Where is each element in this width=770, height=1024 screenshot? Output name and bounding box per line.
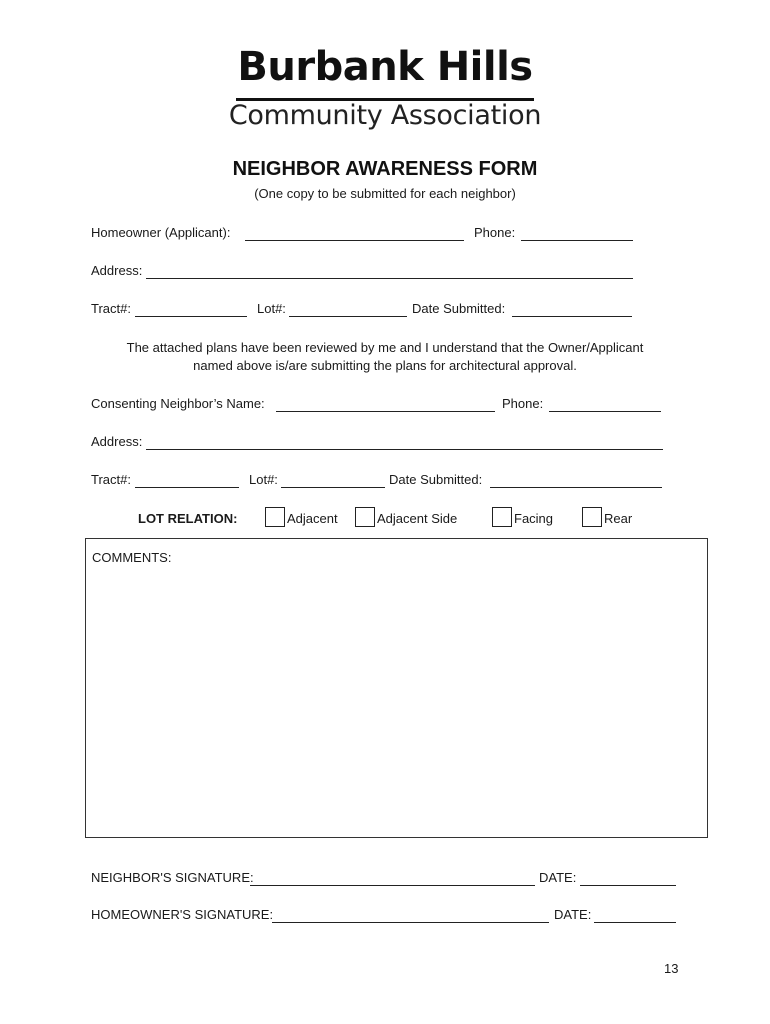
homeowner-phone-label: Phone: [474,225,516,240]
form-subtitle: (One copy to be submitted for each neighbor) [254,186,516,201]
lot-relation-label: LOT RELATION: [138,511,238,526]
logo-subtitle: Community Association [228,100,542,131]
homeowner-tract-field[interactable] [135,316,247,317]
homeowner-lot-label: Lot#: [257,301,286,316]
neighbor-address-label: Address: [91,434,143,449]
homeowner-address-field[interactable] [146,278,633,279]
rear-checkbox[interactable] [582,507,602,527]
homeowner-phone-field[interactable] [521,240,633,241]
homeowner-signature-label: HOMEOWNER'S SIGNATURE: [91,907,274,922]
homeowner-tract-label: Tract#: [91,301,131,316]
neighbor-name-field[interactable] [276,411,495,412]
homeowner-sign-date-field[interactable] [594,922,676,923]
adjacent-option-label: Adjacent [287,511,338,526]
neighbor-sign-date-field[interactable] [580,885,676,886]
neighbor-phone-field[interactable] [549,411,661,412]
comments-label: COMMENTS: [92,550,172,565]
statement-line-2: named above is/are submitting the plans for architectural approval. [193,358,577,373]
homeowner-lot-field[interactable] [289,316,407,317]
neighbor-phone-label: Phone: [502,396,544,411]
adjacent-checkbox[interactable] [265,507,285,527]
facing-checkbox[interactable] [492,507,512,527]
homeowner-date-sign-label: DATE: [554,907,592,922]
comments-box[interactable] [85,538,708,838]
homeowner-name-label: Homeowner (Applicant): [91,225,231,240]
logo-title: Burbank Hills [237,44,533,90]
homeowner-date-field[interactable] [512,316,632,317]
statement-line-1: The attached plans have been reviewed by me and I understand that the Owner/Applicant [126,340,644,355]
rear-option-label: Rear [604,511,633,526]
neighbor-signature-label: NEIGHBOR'S SIGNATURE: [91,870,254,885]
facing-option-label: Facing [514,511,554,526]
adjacent-side-option-label: Adjacent Side [377,511,458,526]
neighbor-tract-label: Tract#: [91,472,131,487]
homeowner-address-label: Address: [91,263,143,278]
adjacent-side-checkbox[interactable] [355,507,375,527]
neighbor-signature-field[interactable] [250,885,535,886]
form-title: NEIGHBOR AWARENESS FORM [232,158,538,180]
homeowner-name-field[interactable] [245,240,464,241]
neighbor-lot-label: Lot#: [249,472,278,487]
page-number: 13 [664,961,679,976]
neighbor-lot-field[interactable] [281,487,385,488]
homeowner-signature-field[interactable] [272,922,549,923]
neighbor-date-sign-label: DATE: [539,870,577,885]
review-statement [100,339,670,375]
neighbor-address-field[interactable] [146,449,663,450]
neighbor-tract-field[interactable] [135,487,239,488]
homeowner-date-label: Date Submitted: [412,301,506,316]
neighbor-date-field[interactable] [490,487,662,488]
neighbor-name-label: Consenting Neighbor’s Name: [91,396,265,411]
neighbor-date-label: Date Submitted: [389,472,483,487]
